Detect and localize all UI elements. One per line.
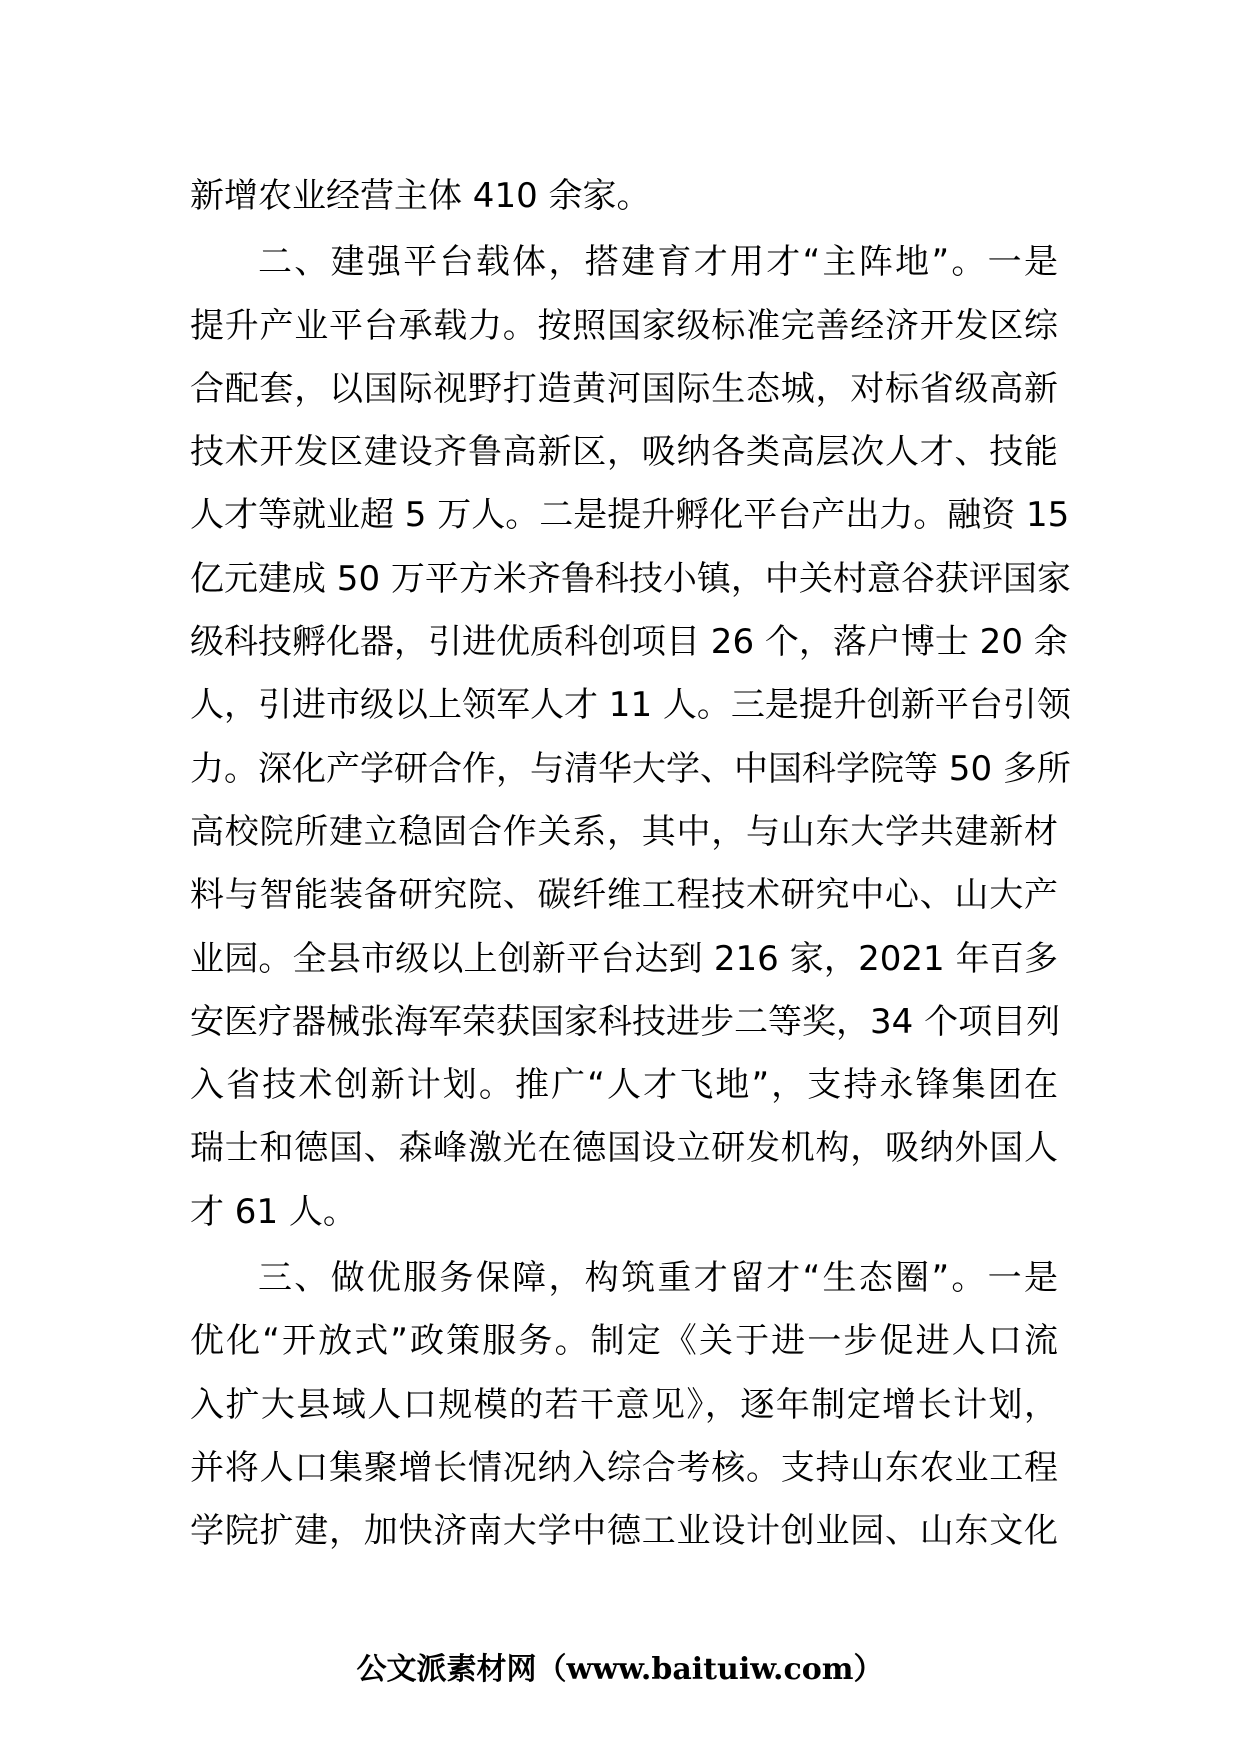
text-line-2: 二、建强平台载体，搭建育才用才“主阵地”。一是 (258, 242, 1058, 283)
text-line-6: 人才等就业超 5 万人。二是提升孵化平台产出力。融资 15 (190, 495, 1070, 536)
document-body (190, 165, 1071, 1564)
text-line-8: 级科技孵化器，引进优质科创项目 26 个，落户博士 20 余 (190, 622, 1068, 663)
text-line-9: 人，引进市级以上领军人才 11 人。三是提升创新平台引领 (190, 685, 1071, 726)
text-line-19: 优化“开放式”政策服务。制定《关于进一步促进人口流 (190, 1321, 1058, 1362)
text-line-16: 瑞士和德国、森峰激光在德国设立研发机构，吸纳外国人 (190, 1128, 1058, 1169)
text-line-1: 新增农业经营主体 410 余家。 (190, 176, 651, 216)
text-line-12: 料与智能装备研究院、碳纤维工程技术研究中心、山大产 (190, 875, 1058, 916)
text-line-21: 并将人口集聚增长情况纳入综合考核。支持山东农业工程 (190, 1447, 1058, 1488)
text-line-11: 高校院所建立稳固合作关系，其中，与山东大学共建新材 (190, 811, 1058, 852)
text-line-18: 三、做优服务保障，构筑重才留才“生态圈”。一是 (258, 1258, 1058, 1299)
text-line-3: 提升产业平台承载力。按照国家级标准完善经济开发区综 (190, 305, 1058, 346)
text-line-7: 亿元建成 50 万平方米齐鲁科技小镇，中关村意谷获评国家 (190, 558, 1071, 599)
text-line-22: 学院扩建，加快济南大学中德工业设计创业园、山东文化 (190, 1511, 1058, 1552)
text-line-14: 安医疗器械张海军荣获国家科技进步二等奖，34 个项目列 (190, 1001, 1061, 1042)
text-line-17: 才 61 人。 (190, 1191, 357, 1232)
text-line-13: 业园。全县市级以上创新平台达到 216 家，2021 年百多 (190, 938, 1058, 979)
footer-watermark: 公文派素材网（www.baituiw.com） (356, 1652, 884, 1687)
text-line-15: 入省技术创新计划。推广“人才飞地”，支持永锋集团在 (190, 1065, 1058, 1106)
text-line-5: 技术开发区建设齐鲁高新区，吸纳各类高层次人才、技能 (190, 432, 1058, 473)
text-line-20: 入扩大县域人口规模的若干意见》，逐年制定增长计划， (190, 1384, 1058, 1425)
text-line-10: 力。深化产学研合作，与清华大学、中国科学院等 50 多所 (190, 748, 1071, 789)
text-line-4: 合配套，以国际视野打造黄河国际生态城，对标省级高新 (190, 368, 1058, 409)
